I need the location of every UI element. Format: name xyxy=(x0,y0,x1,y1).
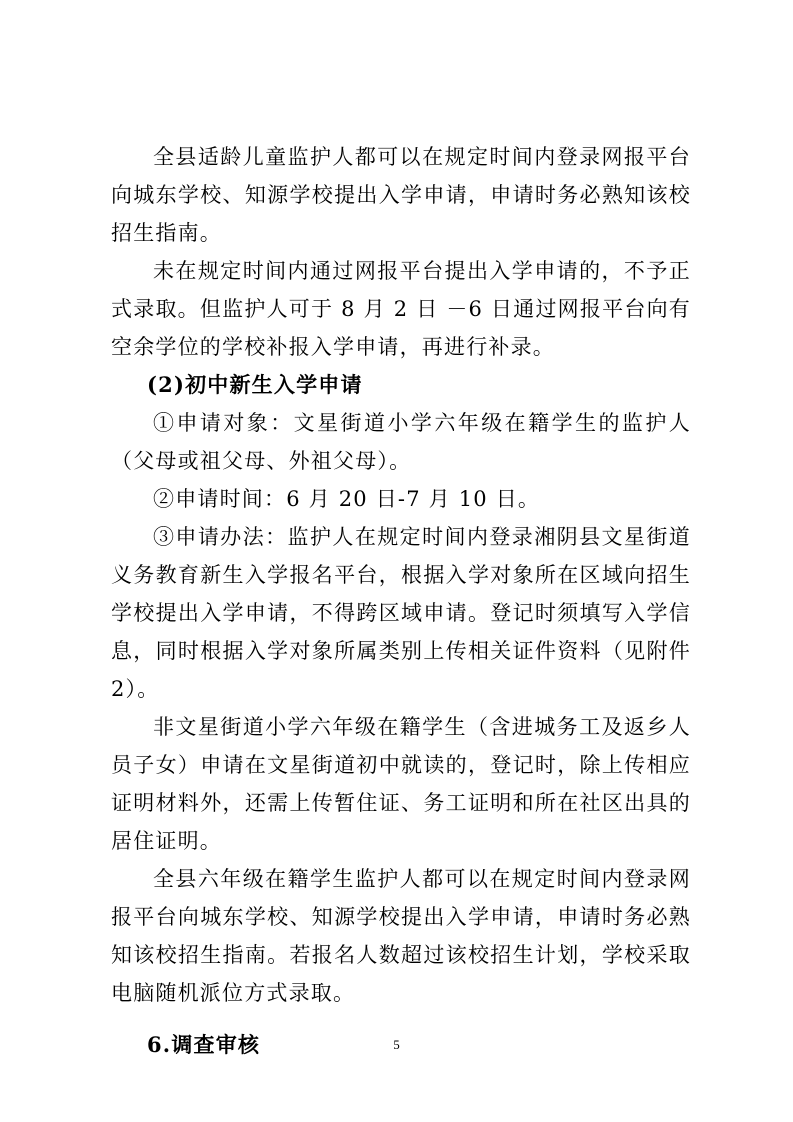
item-application-target: ①申请对象：文星街道小学六年级在籍学生的监护人（父母或祖父母、外祖父母）。 xyxy=(111,411,691,473)
document-body xyxy=(111,138,691,1064)
item-application-method: ③申请办法：监护人在规定时间内登录湘阴县文星街道义务教育新生入学报名平台，根据入学对象所在区域向招生学校提出入学申请，不得跨区域申请。登记时须填写入学信息，同时根据入学对象所属类别上传相关证件资料（见附件 2）。 xyxy=(111,525,691,701)
paragraph-non-local-students: 非文星街道小学六年级在籍学生（含进城务工及返乡人员子女）申请在文星街道初中就读的，登记时，除上传相应证明材料外，还需上传暂住证、务工证明和所在社区出具的居住证明。 xyxy=(111,715,691,853)
paragraph-county-students: 全县六年级在籍学生监护人都可以在规定时间内登录网报平台向城东学校、知源学校提出入学申请，申请时务必熟知该校招生指南。若报名人数超过该校招生计划，学校采取电脑随机派位方式录取。 xyxy=(111,867,691,1005)
subheading-junior-high-application: (2)初中新生入学申请 xyxy=(147,372,363,397)
paragraph-guardian-application: 全县适龄儿童监护人都可以在规定时间内登录网报平台向城东学校、知源学校提出入学申请，申请时务必熟知该校招生指南。 xyxy=(111,145,691,245)
item-application-time: ②申请时间：6 月 20 日-7 月 10 日。 xyxy=(153,487,541,511)
paragraph-late-application: 未在规定时间内通过网报平台提出入学申请的，不予正式录取。但监护人可于 8 月 2 日 －6 日通过网报平台向有空余学位的学校补报入学申请，再进行补录。 xyxy=(111,259,691,359)
page-number: 5 xyxy=(393,1037,400,1052)
section-heading-investigation: 6.调查审核 xyxy=(147,1032,261,1057)
